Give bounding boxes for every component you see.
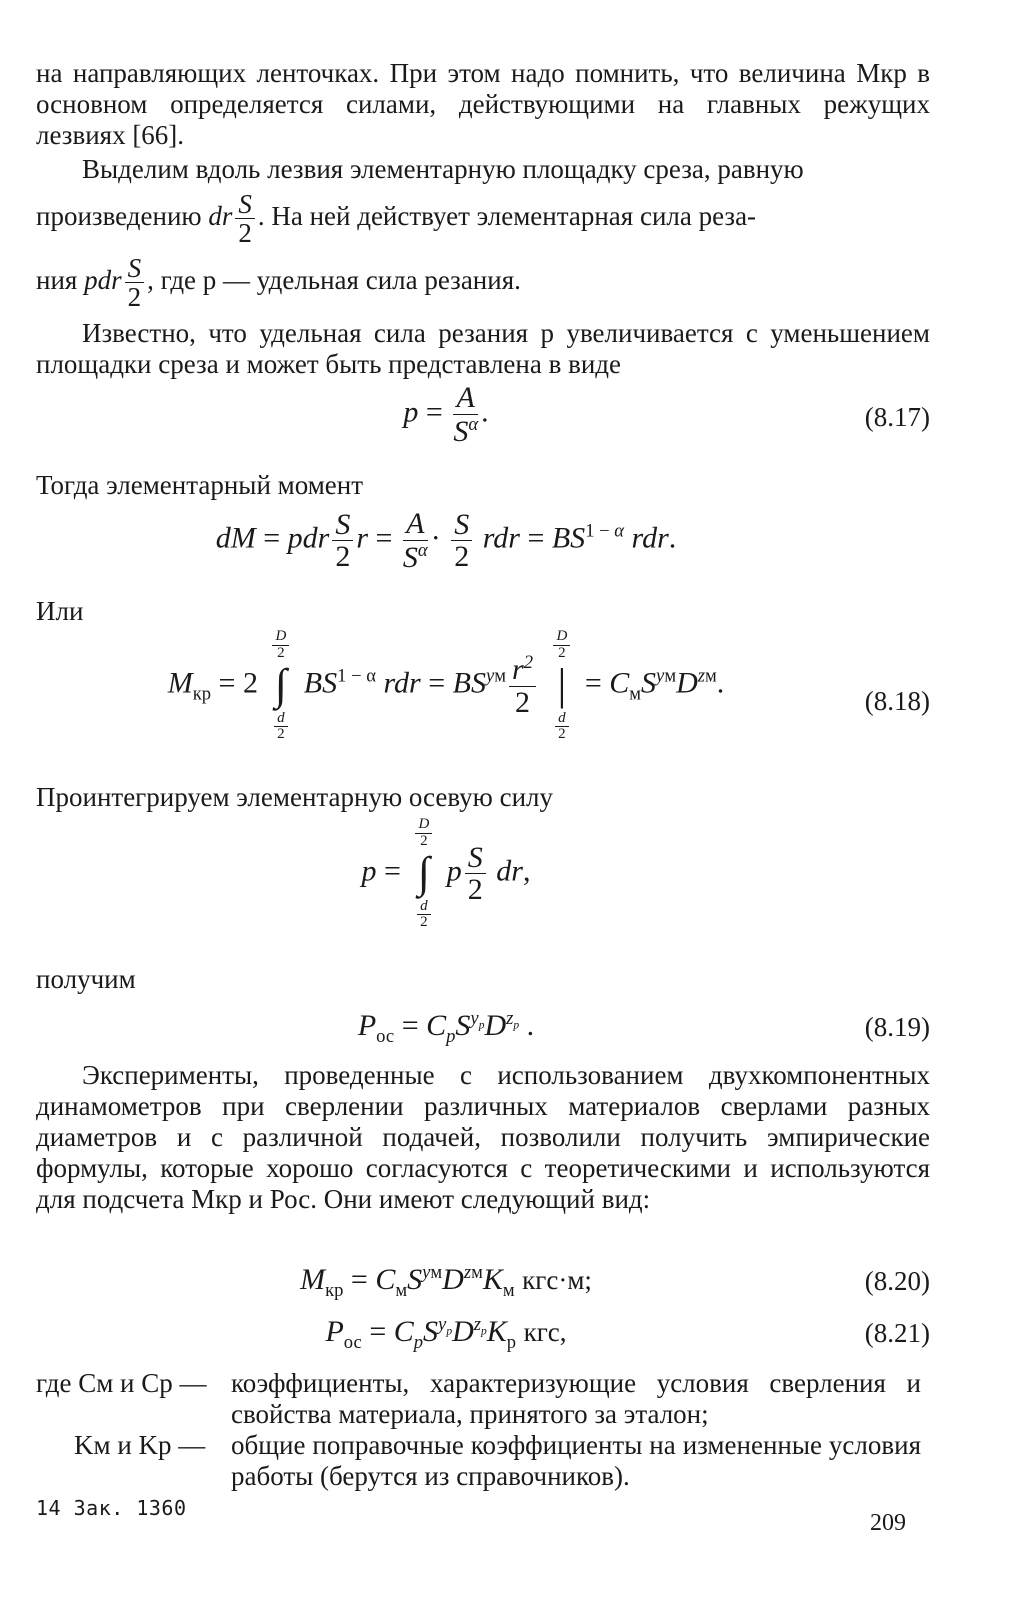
definition-term: Kм и Kp — xyxy=(74,1430,206,1460)
equation-8-17 xyxy=(36,382,930,462)
paragraph-4: Тогда элементарный момент xyxy=(36,470,364,500)
equation-body: p = $\frac{D}{2}$ ∫ $\frac{d}{2}$ p $\frac{S}{2}$ dr, xyxy=(361,815,531,931)
equation-number: (8.17) xyxy=(864,402,930,432)
paragraph-2-text-a: произведению xyxy=(36,201,202,232)
paragraph-6: Проинтегрируем элементарную осевую силу xyxy=(36,782,553,812)
equation-8-18 xyxy=(36,628,930,778)
integral-limits: $\frac{D}{2}$ | $\frac{d}{2}$ xyxy=(550,628,573,743)
equation-number: (8.20) xyxy=(864,1266,930,1296)
equation-body: $P_{ос} = C_pS^{y_p}D^{z_p}$ . xyxy=(357,1008,535,1047)
paragraph-2-line-2 xyxy=(36,190,930,248)
equation-body: $P_{ос} = C_pS^{y_p}D^{z_p}K_р$ кгс, xyxy=(325,1314,567,1353)
equation-body: dM = pdr $\frac{S}{2}$ r = $\frac{A}{S^\alpha}$ · $\frac{S}{2}$ rdr = $BS^{1 - \alpha}$ rdr. xyxy=(215,507,677,574)
equation-body: $M_{кр} = C_мS^{yм}D^{zм}K_м$ кгс·м; xyxy=(300,1262,592,1301)
definition-km-kp xyxy=(36,1430,930,1492)
math-dr: dr xyxy=(208,201,233,232)
definition-term: где Cм и Cp — xyxy=(36,1368,207,1398)
equation-unit: кгс·м; xyxy=(522,1265,592,1295)
paragraph-8: Эксперименты, проведенные с использованием двухкомпонентных динамометров при сверлении различных материалов сверлами разных диаметров и с различной подачей, позволили получить эмпирические формулы, которые хорошо согласуются с теоретическими и используются для подсчета Мкр и Рос. Они имеют следующий вид: xyxy=(36,1060,930,1214)
paragraph-1: на направляющих ленточках. При этом надо помнить, что величина Мкр в основном определяется силами, действующими на главных режущих лезвиях [66]. xyxy=(36,58,930,150)
equation-number: (8.21) xyxy=(864,1318,930,1348)
paragraph-2-line-3 xyxy=(36,254,930,312)
equation-number: (8.19) xyxy=(864,1012,930,1042)
equation-dm xyxy=(36,508,930,588)
definition-text: коэффициенты, характеризующие условия сверления и свойства материала, принятого за эталон; xyxy=(231,1368,921,1429)
math-pdr: pdr xyxy=(84,265,122,296)
paragraph-2-text-b: . На ней действует элементарная сила реза- xyxy=(257,201,757,232)
equation-axial-force-integral xyxy=(36,816,930,966)
equation-8-19 xyxy=(36,1008,930,1052)
paragraph-3: Известно, что удельная сила резания p увеличивается с уменьшением площадки среза и может быть представлена в виде xyxy=(36,318,930,379)
paragraph-2-text-c: ния xyxy=(36,265,78,296)
signature-mark: 14 Зак. 1360 xyxy=(36,1496,187,1520)
paragraph-2-text-d: , где p — удельная сила резания. xyxy=(147,265,521,296)
fraction-s-over-2: $\frac{S}{2}$ xyxy=(125,254,145,312)
paragraph-5: Или xyxy=(36,596,84,626)
integral-limits: $\frac{D}{2}$ ∫ $\frac{d}{2}$ xyxy=(269,628,292,743)
paragraph-2-line-1: Выделим вдоль лезвия элементарную площадку среза, равную xyxy=(82,154,804,184)
fraction-s-over-2: $\frac{S}{2}$ xyxy=(235,190,255,248)
equation-body: $M_{кр} = 2$ $\frac{D}{2}$ ∫ $\frac{d}{2}$ $BS^{1 - \alpha}$ rdr = $BS^{yм}$ $\frac{r^2}{2}$ $\frac{D}{2}$ | $\frac{d}{2}$ = $C_мS^{yм}D^{zм}$. xyxy=(167,627,725,743)
equation-body: p = $\frac{A}{S^\alpha}$ . xyxy=(403,381,489,448)
page-number: 209 xyxy=(870,1510,906,1536)
paragraph-7: получим xyxy=(36,964,136,994)
integral-limits: $\frac{D}{2}$ ∫ $\frac{d}{2}$ xyxy=(412,816,435,931)
equation-unit: кгс, xyxy=(523,1317,567,1347)
equation-number: (8.18) xyxy=(864,686,930,716)
equation-8-20 xyxy=(36,1262,930,1306)
equation-8-21 xyxy=(36,1314,930,1358)
definition-cm-cp xyxy=(36,1368,930,1430)
definition-text: общие поправочные коэффициенты на измененные условия работы (берутся из справочников). xyxy=(231,1430,921,1491)
